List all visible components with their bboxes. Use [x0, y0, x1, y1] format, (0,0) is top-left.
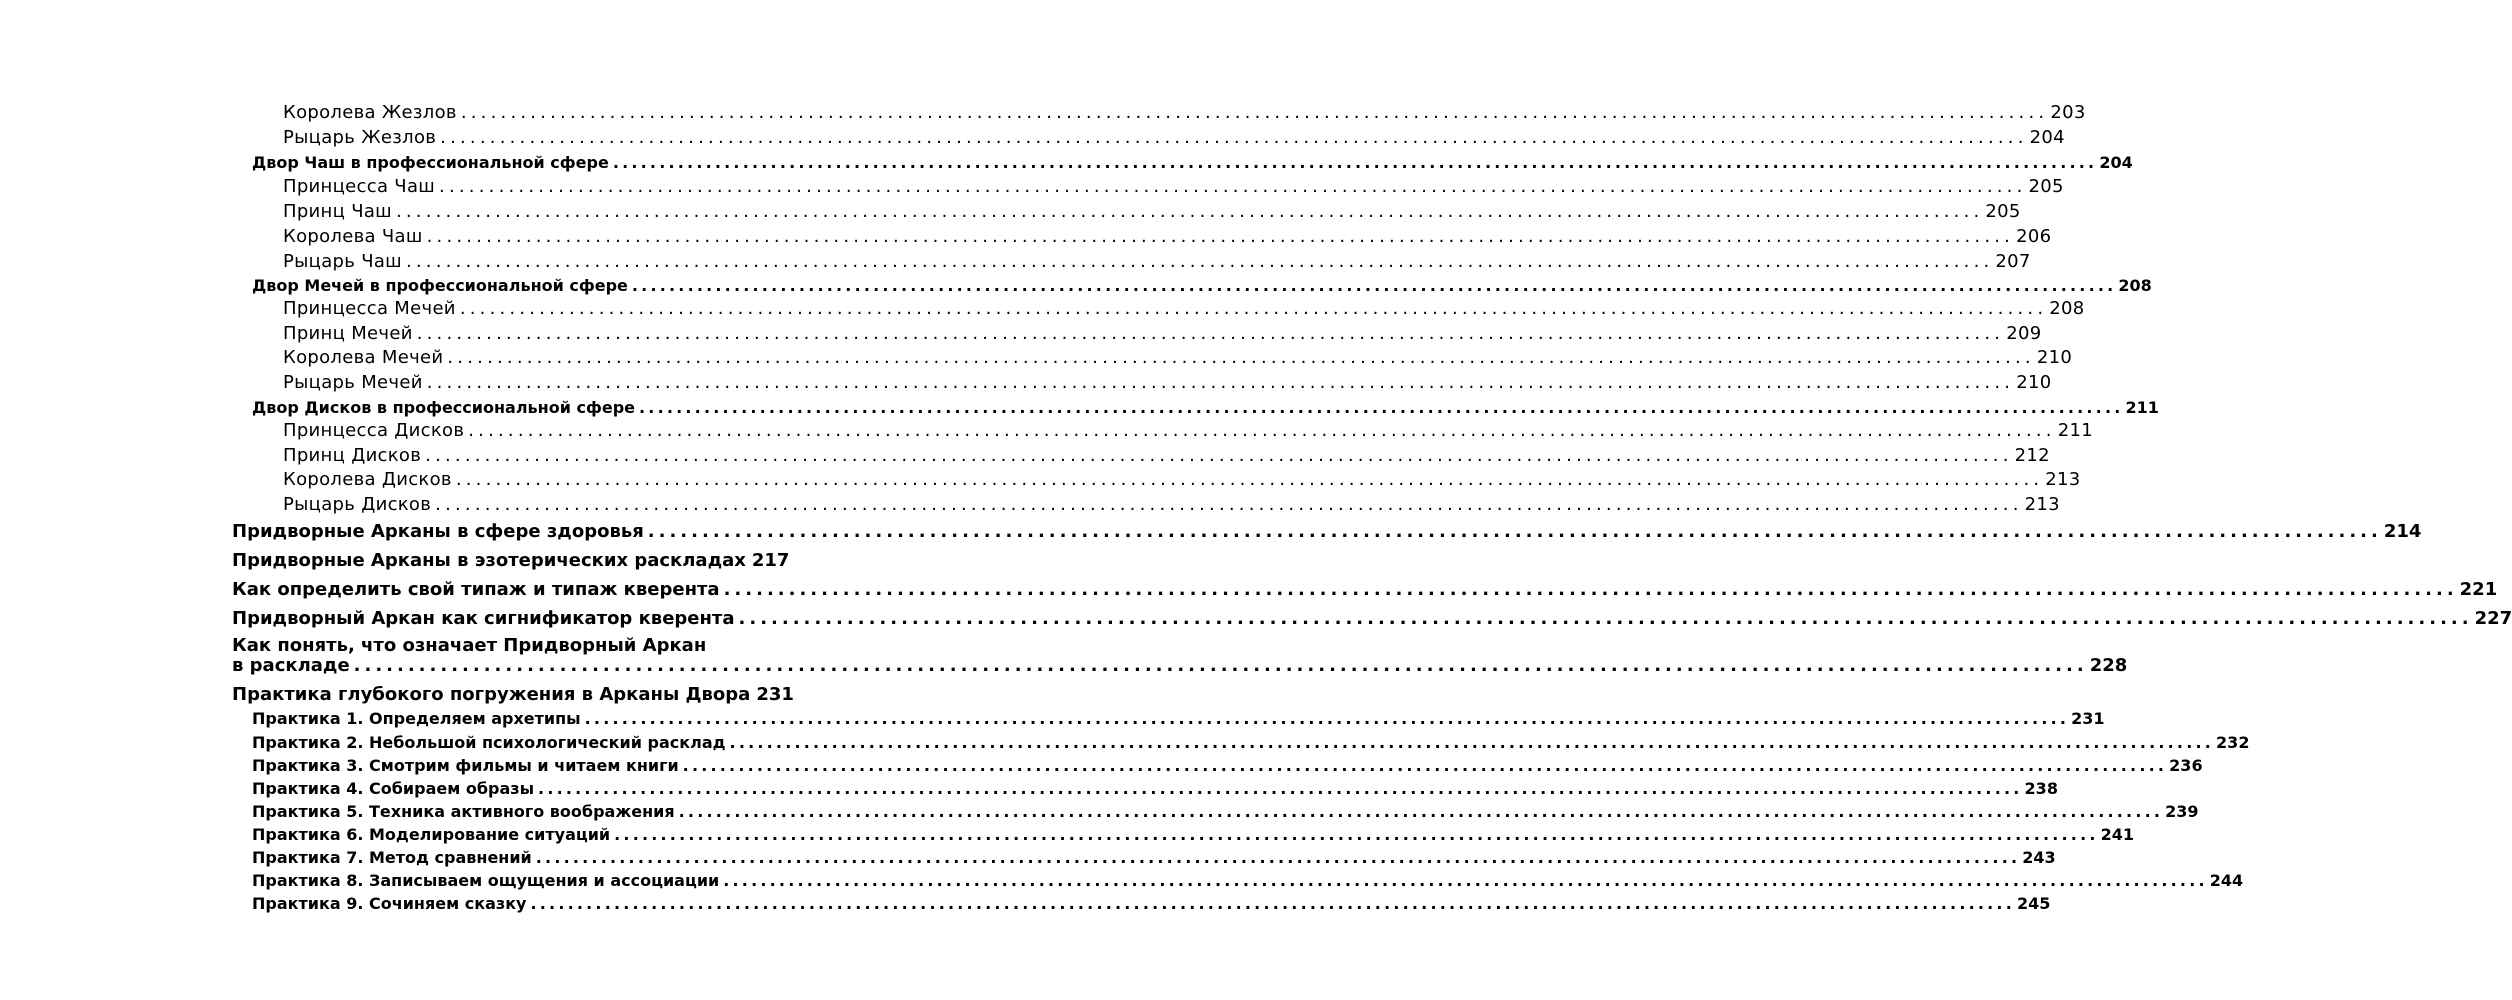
dot-leader: ................................................................................................................................................................ [353, 655, 2088, 676]
toc-entry-page: 208 [2118, 276, 2152, 295]
toc-entry[interactable] [232, 848, 2056, 867]
toc-entry-title-continued: в раскладе [232, 655, 350, 676]
toc-entry-title: Королева Чаш [283, 226, 423, 247]
toc-entry-page: 231 [756, 684, 794, 705]
dot-leader: ................................................................................................................................................................ [459, 298, 2048, 319]
dot-leader: ................................................................................................................................................................ [447, 347, 2035, 368]
toc-entry-title: Придворный Аркан как сигнификатор кверента [232, 608, 735, 629]
toc-entry-title: Двор Чаш в профессиональной сфере [252, 153, 609, 172]
toc-entry-title: Принц Дисков [283, 445, 422, 466]
toc-entry-title: Рыцарь Мечей [283, 372, 423, 393]
dot-leader: ................................................................................................................................................................ [723, 871, 2208, 890]
dot-leader: ................................................................................................................................................................ [530, 894, 2015, 913]
dot-leader: ................................................................................................................................................................ [405, 251, 1994, 272]
toc-entry-page: 207 [1995, 251, 2031, 272]
toc-entry[interactable] [232, 825, 2135, 844]
toc-entry-page: 205 [1985, 201, 2021, 222]
dot-leader: ................................................................................................................................................................ [468, 420, 2056, 441]
toc-entry-page: 213 [2045, 469, 2081, 490]
dot-leader: ................................................................................................................................................................ [439, 176, 2027, 197]
toc-entry-title: Практика 2. Небольшой психологический расклад [252, 733, 726, 752]
dot-leader: ................................................................................................................................................................ [425, 445, 2013, 466]
toc-entry-title: Двор Мечей в профессиональной сфере [252, 276, 628, 295]
toc-entry-page: 205 [2028, 176, 2064, 197]
toc-entry[interactable] [232, 709, 2105, 728]
dot-leader: ................................................................................................................................................................ [682, 756, 2168, 775]
toc-entry-title: Практика 1. Определяем архетипы [252, 709, 581, 728]
toc-entry[interactable] [232, 276, 2152, 295]
toc-entry[interactable] [232, 733, 2250, 752]
toc-entry-title: Принцесса Мечей [283, 298, 456, 319]
toc-entry[interactable] [232, 445, 2050, 466]
toc-entry-page: 213 [2024, 494, 2060, 515]
toc-entry-title: Придворные Арканы в эзотерических раскладах [232, 550, 746, 571]
toc-entry-title: Двор Дисков в профессиональной сфере [252, 398, 636, 417]
toc-entry[interactable] [232, 176, 2064, 197]
toc-entry[interactable] [232, 347, 2073, 368]
dot-leader: ................................................................................................................................................................ [416, 323, 2005, 344]
toc-entry-title: Рыцарь Чаш [283, 251, 402, 272]
toc-entry-title: Как понять, что означает Придворный Аркан [232, 635, 707, 656]
dot-leader: ................................................................................................................................................................ [440, 127, 2028, 148]
toc-entry-first-line[interactable] [232, 635, 784, 656]
toc-entry-page: 231 [2071, 709, 2105, 728]
toc-entry-title: Практика 4. Собираем образы [252, 779, 535, 798]
toc-entry-title: Рыцарь Дисков [283, 494, 432, 515]
toc-entry-page: 204 [2029, 127, 2065, 148]
dot-leader: ................................................................................................................................................................ [738, 608, 2473, 629]
dot-leader: ................................................................................................................................................................ [435, 494, 2023, 515]
dot-leader: ................................................................................................................................................................ [538, 779, 2023, 798]
toc-entry[interactable] [232, 494, 2060, 515]
toc-entry-page: 245 [2016, 894, 2051, 913]
toc-entry-page: 206 [2016, 226, 2052, 247]
toc-entry[interactable] [232, 469, 2081, 490]
dot-leader: ................................................................................................................................................................ [678, 802, 2164, 821]
toc-entry-title: Принцесса Чаш [283, 176, 436, 197]
toc-entry-page: 238 [2024, 779, 2058, 798]
toc-entry-title: Придворные Арканы в сфере здоровья [232, 521, 644, 542]
toc-entry[interactable] [232, 251, 2031, 272]
toc-entry[interactable] [232, 608, 2512, 629]
toc-entry-title: Практика 3. Смотрим фильмы и читаем книги [252, 756, 679, 775]
toc-entry-title: Рыцарь Жезлов [283, 127, 437, 148]
toc-entry-page: 227 [2474, 608, 2512, 629]
dot-leader: ................................................................................................................................................................ [631, 276, 2117, 295]
toc-entry-title: Принц Чаш [283, 201, 392, 222]
toc-entry-page: 204 [2099, 153, 2133, 172]
toc-entry-page: 214 [2383, 521, 2422, 542]
toc-entry-page: 239 [2165, 802, 2199, 821]
toc-entry-page: 241 [2100, 825, 2135, 844]
toc-entry[interactable] [232, 521, 2422, 542]
dot-leader: ................................................................................................................................................................ [729, 733, 2215, 752]
toc-entry[interactable] [232, 201, 2021, 222]
toc-entry[interactable] [232, 153, 2133, 172]
toc-entry-page: 232 [2216, 733, 2250, 752]
toc-entry[interactable] [232, 655, 2128, 676]
toc-entry[interactable] [232, 756, 2203, 775]
dot-leader: ................................................................................................................................................................ [647, 521, 2382, 542]
dot-leader: ................................................................................................................................................................ [455, 469, 2044, 490]
toc-entry-title: Практика 6. Моделирование ситуаций [252, 825, 611, 844]
toc-entry-title: Практика 9. Сочиняем сказку [252, 894, 527, 913]
toc-entry-title: Практика 5. Техника активного воображения [252, 802, 675, 821]
toc-entry[interactable] [232, 779, 2058, 798]
toc-entry-page: 208 [2049, 298, 2085, 319]
toc-entry[interactable] [232, 579, 2498, 600]
dot-leader: ................................................................................................................................................................ [426, 226, 2015, 247]
toc-entry[interactable] [232, 802, 2199, 821]
toc-entry[interactable] [232, 102, 2086, 123]
toc-entry-title: Принц Мечей [283, 323, 413, 344]
toc-entry-page: 244 [2209, 871, 2244, 890]
toc-entry-page: 221 [2459, 579, 2498, 600]
toc-entry-page: 236 [2169, 756, 2203, 775]
toc-entry-page: 209 [2006, 323, 2042, 344]
toc-entry-page: 210 [2036, 347, 2073, 368]
toc-entry[interactable] [232, 871, 2244, 890]
toc-entry-page: 243 [2022, 848, 2056, 867]
toc-entry[interactable] [232, 894, 2051, 913]
toc-entry-title: Практика 8. Записываем ощущения и ассоциации [252, 871, 720, 890]
toc-entry-title: Как определить свой типаж и типаж кверента [232, 579, 720, 600]
toc-entry-page: 203 [2050, 102, 2086, 123]
toc-entry-title: Королева Жезлов [283, 102, 457, 123]
toc-entry-page: 212 [2014, 445, 2050, 466]
toc-entry[interactable] [232, 398, 2159, 417]
toc-entry[interactable] [232, 127, 2065, 148]
table-of-contents [232, 0, 2512, 1000]
dot-leader: ................................................................................................................................................................ [612, 153, 2098, 172]
toc-entry-title: Практика 7. Метод сравнений [252, 848, 532, 867]
toc-entry-page: 217 [751, 550, 790, 571]
toc-entry-title: Королева Мечей [283, 347, 444, 368]
dot-leader: ................................................................................................................................................................ [639, 398, 2124, 417]
dot-leader: ................................................................................................................................................................ [426, 372, 2015, 393]
dot-leader: ................................................................................................................................................................ [460, 102, 2049, 123]
toc-entry[interactable] [232, 226, 2052, 247]
toc-entry-title: Практика глубокого погружения в Арканы Двора [232, 684, 751, 705]
dot-leader: ................................................................................................................................................................ [535, 848, 2021, 867]
toc-entry-page: 228 [2089, 655, 2128, 676]
dot-leader: ................................................................................................................................................................ [395, 201, 1984, 222]
toc-entry[interactable] [232, 372, 2052, 393]
toc-entry-title: Королева Дисков [283, 469, 452, 490]
toc-entry[interactable] [232, 420, 2093, 441]
dot-leader: ................................................................................................................................................................ [584, 709, 2070, 728]
toc-entry[interactable] [232, 298, 2085, 319]
toc-entry-page: 211 [2057, 420, 2093, 441]
toc-entry[interactable] [232, 550, 790, 571]
toc-entry-page: 211 [2125, 398, 2159, 417]
toc-entry-title: Принцесса Дисков [283, 420, 465, 441]
dot-leader: ................................................................................................................................................................ [614, 825, 2099, 844]
toc-entry[interactable] [232, 323, 2042, 344]
toc-entry-page: 210 [2016, 372, 2052, 393]
toc-entry[interactable] [232, 684, 794, 705]
dot-leader: ................................................................................................................................................................ [723, 579, 2458, 600]
